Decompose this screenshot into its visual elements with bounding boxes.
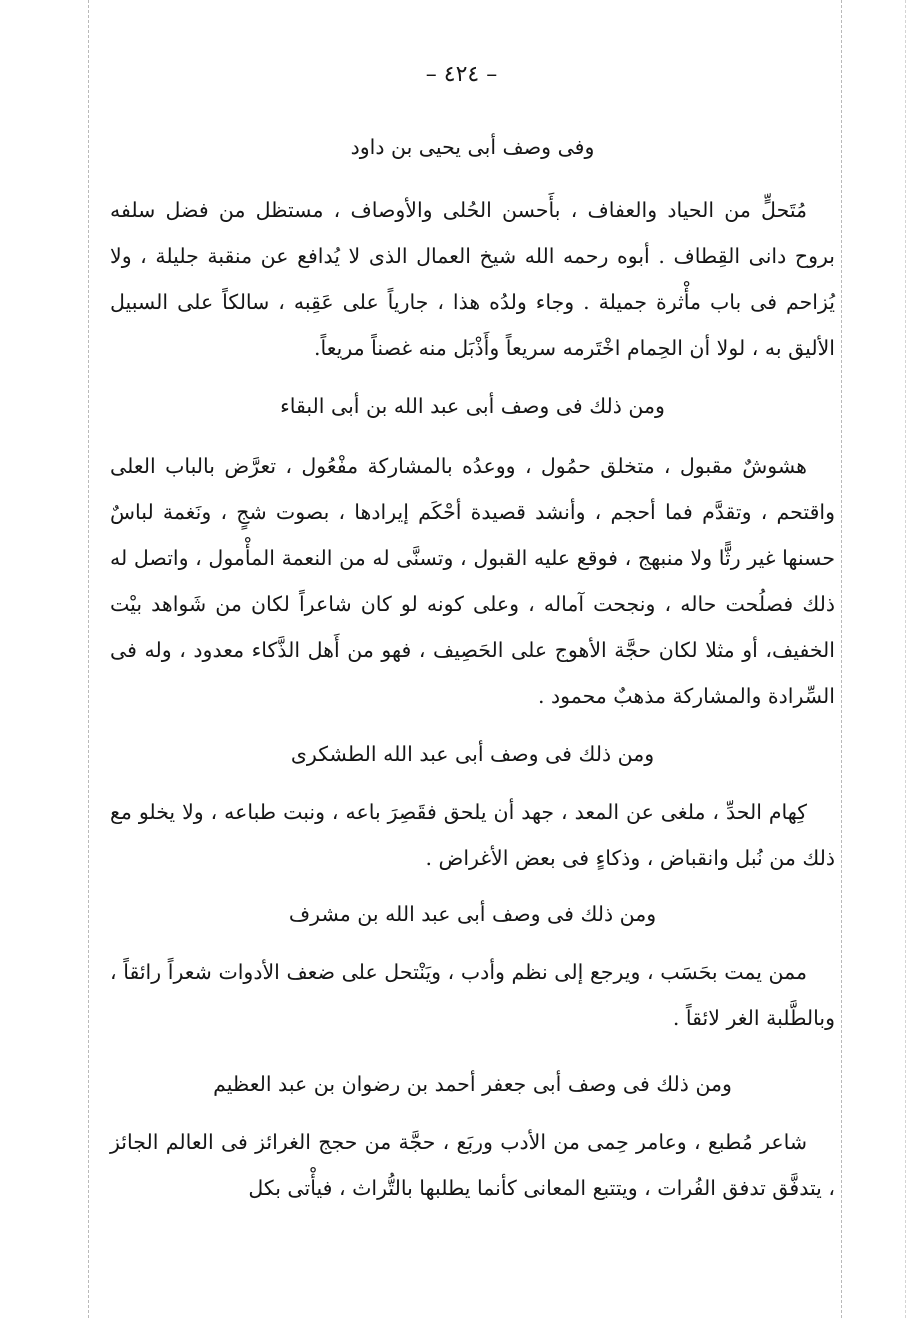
- section-heading: ومن ذلك فى وصف أبى عبد الله بن أبى البقاء: [280, 394, 665, 418]
- left-margin-rule: [88, 0, 89, 1318]
- section-ibn-abi-albaqa: [110, 391, 835, 719]
- section-paragraph: شاعر مُطبع ، وعامر حِمى من الأدب وربَع ، حجَّة من حجج الغرائز فى العالم الجائز ، يتدفَّق تدفق الفُرات ، ويتتبع المعانى كأنما يطلبها بالتُّراث ، فيأْتى بكل: [110, 1130, 835, 1200]
- section-ibn-musharraf: [110, 899, 835, 1041]
- section-paragraph: هشوشٌ مقبول ، متخلق حمُول ، ووعدُه بالمشاركة مفْعُول ، تعرَّض بالباب العلى واقتحم ، وتقدَّم فما أحجم ، وأنشد قصيدة أحْكَم إيرادها ، بصوت شجٍ ، ونَغمة لباسٌ حسنها غير رثًّا ولا منبهج ، فوقع عليه القبول ، وتسنَّى له من النعمة المأْمول ، واتصل له ذلك فصلُحت حاله ، ونجحت آماله ، وعلى كونه لو كان شاعراً لكان من شَواهد بيْت الخفيف، أو مثلا لكان حجَّة الأهوج على الحَصِيف ، فهو من أَهل الذَّكاء معدود ، وله فى السِّرادة والمشاركة مذهبٌ محمود .: [110, 454, 835, 708]
- outer-margin-rule: [905, 0, 906, 1318]
- section-heading: ومن ذلك فى وصف أبى عبد الله بن مشرف: [288, 902, 657, 926]
- section-abi-yahya: [110, 132, 835, 371]
- text-column: [110, 132, 835, 1211]
- right-margin-rule: [841, 0, 842, 1318]
- section-paragraph: كِهام الحدِّ ، ملغى عن المعد ، جهد أن يلحق فقَصِرَ باعه ، ونبت طباعه ، ولا يخلو مع ذلك من نُبل وانقباض ، وذكاءٍ فى بعض الأغراض .: [110, 800, 835, 870]
- section-paragraph: مُتَحلٍّ من الحياد والعفاف ، بأَحسن الحُلى والأوصاف ، مستظل من فضل سلفه بروح دانى القِطاف . أبوه رحمه الله شيخ العمال الذى لا يُدافع عن منقبة جليلة ، ولا يُزاحم فى باب مأْثرة جميلة . وجاء ولدُه هذا ، جارياً على عَقِبه ، سالكاً على السبيل الأليق به ، لولا أن الحِمام اخْتَرمه سريعاً وأَذْبَل منه غصناً مريعاً.: [110, 198, 835, 360]
- page-number: – ٤٢٤ –: [425, 62, 498, 87]
- section-heading: ومن ذلك فى وصف أبى عبد الله الطشكرى: [290, 742, 655, 766]
- section-paragraph: ممن يمت بحَسَب ، ويرجع إلى نظم وأدب ، ويَنْتحل على ضعف الأدوات شعراً رائقاً ، وبالطَّلبة الغر لائقاً .: [110, 960, 835, 1030]
- section-altashkari: [110, 739, 835, 881]
- section-heading: وفى وصف أبى يحيى بن داود: [350, 135, 595, 159]
- section-ibn-ridwan: [110, 1069, 835, 1211]
- section-heading: ومن ذلك فى وصف أبى جعفر أحمد بن رضوان بن عبد العظيم: [213, 1072, 732, 1096]
